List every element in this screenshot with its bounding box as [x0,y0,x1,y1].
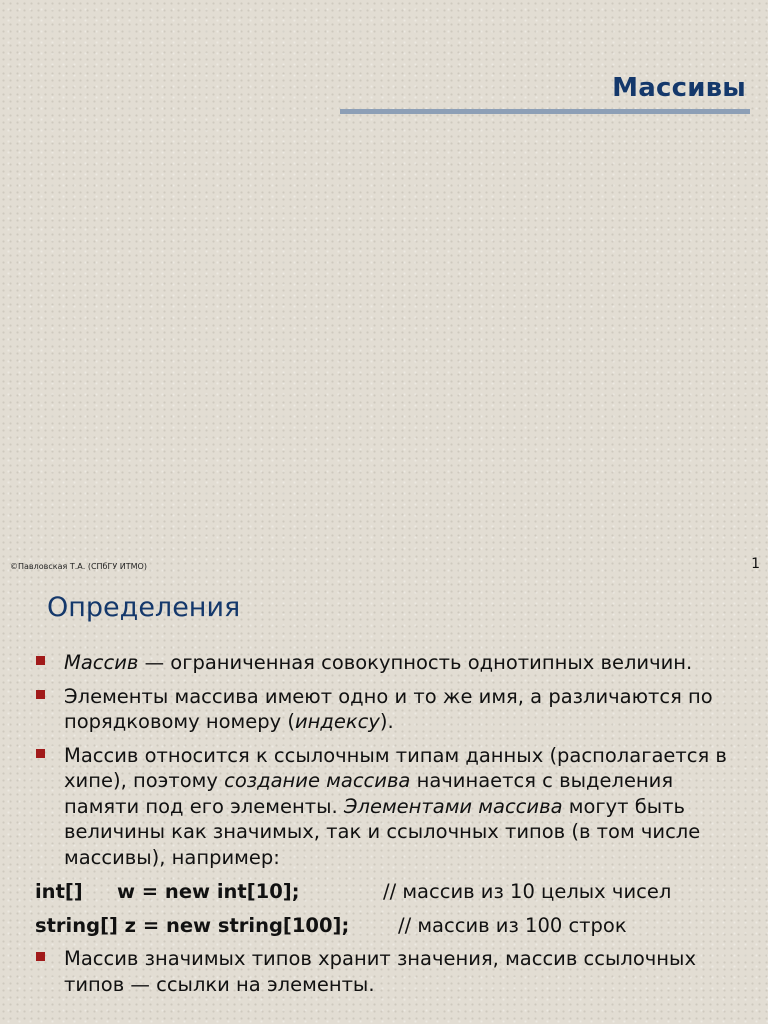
square-bullet-icon [36,749,45,758]
bullet-text: Массив относится к ссылочным типам данных (располагается в хипе), поэтому [64,743,727,792]
code-line-int [0,878,768,904]
slide-2 [0,580,768,1024]
slide-title: Массивы [612,73,746,103]
term-array-elements: Элементами массива [343,794,563,818]
bullet-text: — ограниченная совокупность однотипных величин. [138,651,693,674]
code-type: int[] [35,880,83,903]
bullet-item [0,946,768,997]
bullet-item [0,743,768,871]
code-declaration: string[] z = new string[100]; [35,914,350,937]
term-index: индексу [294,710,380,733]
square-bullet-icon [36,952,45,961]
code-line-string [0,912,768,938]
page-number: 1 [751,556,760,572]
code-comment: // массив из 100 строк [398,914,627,937]
term-array-creation: создание массива [224,769,411,792]
bullet-text-end: ). [379,710,394,733]
footer-copyright: ©Павловская Т.А. (СПбГУ ИТМО) [10,562,147,571]
square-bullet-icon [36,656,45,665]
square-bullet-icon [36,690,45,699]
bullet-text: могут быть величины как значимых, так и ссылочных типов (в том числе массивы), например: [64,794,701,869]
term-array: Массив [64,651,139,674]
title-underline [340,109,750,114]
code-comment: // массив из 10 целых чисел [383,880,672,903]
bullet-item [0,684,768,735]
bullet-text: Массив значимых типов хранит значения, массив ссылочных типов — ссылки на элементы. [64,947,696,996]
slide-title: Определения [47,592,241,623]
bullet-item [0,650,768,676]
slide-content [0,650,768,1005]
bullet-text: начинается с выделения памяти под его элементы. [64,769,674,818]
code-declaration: w = new int[10]; [117,880,300,903]
bullet-text: Элементы массива имеют одно и то же имя, а различаются по порядковому номеру ( [64,684,713,733]
